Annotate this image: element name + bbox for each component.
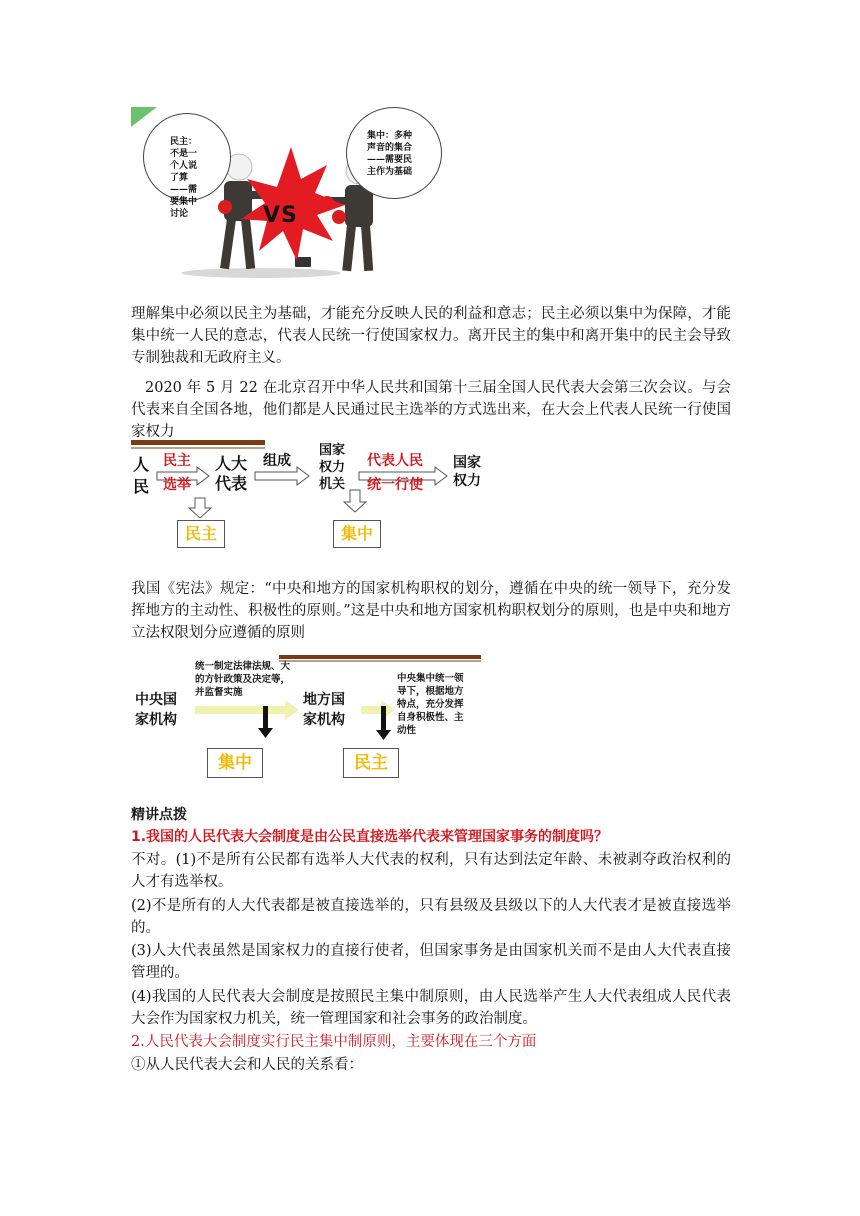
diagram-central-local xyxy=(131,652,487,780)
paragraph-constitution: 我国《宪法》规定：“中央和地方的国家机构职权的划分，遵循在中央的统一领导下，充分发挥地方的主动性、积极性的原则。”这是中央和地方国家机构职权划分的原则，也是中央和地方立法权限划分应遵循的原则 xyxy=(131,581,731,641)
centralism-box: 集中 xyxy=(333,520,381,548)
democracy-box: 民主 xyxy=(177,520,225,548)
bubble-left-text: 民主：不是一个人说了算——需要集中讨论 xyxy=(170,137,198,219)
point-1: ①从人民代表大会和人民的关系看： xyxy=(131,1057,363,1073)
central-desc: 统一制定法律法规、大的方针政策及决定等，并监督实施 xyxy=(195,661,291,698)
represent-label: 代表人民 xyxy=(367,453,423,469)
paragraph-democracy-centralism: 理解集中必须以民主为基础，才能充分反映人民的利益和意志；民主必须以集中为保障，才能集中统一人民的意志，代表人民统一行使国家权力。离开民主的集中和离开集中的民主会导致专制独裁和无政府主义。 xyxy=(131,306,731,366)
organs-label: 国家权力机关 xyxy=(319,443,346,492)
bubble-right xyxy=(346,107,442,199)
section-heading: 精讲点拨 xyxy=(131,807,187,823)
democracy-top-label: 民主 xyxy=(163,453,191,469)
answer-3: (3)人大代表虽然是国家权力的直接行使者，但国家事务是由国家机关而不是由人大代表直接管理的。 xyxy=(131,943,731,981)
local-desc: 中央集中统一领导下，根据地方特点，充分发挥自身积极性、主动性 xyxy=(397,673,464,736)
unified-label: 统一行使 xyxy=(367,477,423,493)
vs-label: VS xyxy=(263,203,298,228)
election-label: 选举 xyxy=(163,477,191,493)
local-organs-label: 地方国家机构 xyxy=(303,692,345,728)
answer-2: (2)不是所有的人大代表都是被直接选举的，只有县级及县级以下的人大代表才是被直接选举的。 xyxy=(131,898,731,936)
paragraph-npc-session: 2020 年 5 月 22 在北京召开中华人民共和国第十三届全国人民代表大会第三次会议。与会代表来自全国各地，他们都是人民通过民主选举的方式选出来，在大会上代表人民统一行使国家权力 xyxy=(131,380,731,440)
question-2: 2.人民代表大会制度实行民主集中制原则，主要体现在三个方面 xyxy=(131,1034,537,1050)
power-label: 国家权力 xyxy=(453,455,481,489)
question-1: 1.我国的人民代表大会制度是由公民直接选举代表来管理国家事务的制度吗？ xyxy=(131,829,609,845)
centralism-box-2: 集中 xyxy=(207,748,263,778)
democracy-box-2: 民主 xyxy=(343,748,399,778)
bubble-left xyxy=(143,113,231,219)
answer-1: 不对。(1)不是所有公民都有选举人大代表的权利，只有达到法定年龄、未被剥夺政治权利的人才有选举权。 xyxy=(131,852,731,890)
people-label: 人民 xyxy=(133,455,150,496)
compose-label: 组成 xyxy=(263,453,291,469)
answer-4: (4)我国的人民代表大会制度是按照民主集中制原则，由人民选举产生人大代表组成人民代表大会作为国家权力机关，统一管理国家和社会事务的政治制度。 xyxy=(131,989,731,1027)
deputies-label: 人大代表 xyxy=(215,454,248,493)
central-organs-label: 中央国家机构 xyxy=(135,692,177,728)
diagram-people-to-power xyxy=(131,440,511,552)
bubble-right-text: 集中：多种声音的集合——需要民主作为基础 xyxy=(367,131,413,177)
